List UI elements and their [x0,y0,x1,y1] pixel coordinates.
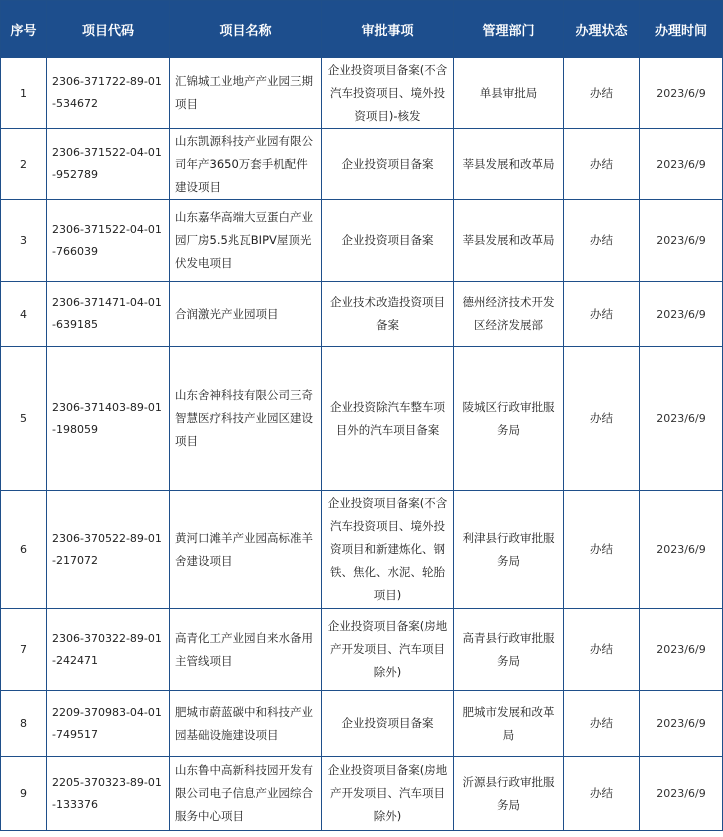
cell-dept: 德州经济技术开发区经济发展部 [454,282,564,347]
cell-name: 合润激光产业园项目 [170,282,322,347]
cell-time: 2023/6/9 [640,491,723,609]
cell-status: 办结 [564,491,640,609]
cell-code: 2306-371522-04-01-952789 [47,129,170,200]
table-row [1,282,723,347]
cell-code: 2209-370983-04-01-749517 [47,691,170,757]
cell-seq: 7 [1,609,47,691]
header-matter: 审批事项 [322,1,454,58]
table-row [1,200,723,282]
cell-dept: 莘县发展和改革局 [454,129,564,200]
cell-dept: 沂源县行政审批服务局 [454,757,564,831]
cell-name: 山东凯源科技产业园有限公司年产3650万套手机配件建设项目 [170,129,322,200]
cell-seq: 4 [1,282,47,347]
cell-code: 2306-371471-04-01-639185 [47,282,170,347]
table-body [1,58,723,831]
cell-matter: 企业投资项目备案 [322,200,454,282]
cell-matter: 企业技术改造投资项目备案 [322,282,454,347]
cell-time: 2023/6/9 [640,757,723,831]
cell-code: 2306-370522-89-01-217072 [47,491,170,609]
cell-status: 办结 [564,691,640,757]
cell-matter: 企业投资项目备案 [322,691,454,757]
cell-dept: 莘县发展和改革局 [454,200,564,282]
cell-time: 2023/6/9 [640,282,723,347]
cell-seq: 8 [1,691,47,757]
cell-time: 2023/6/9 [640,691,723,757]
cell-dept: 陵城区行政审批服务局 [454,347,564,491]
cell-seq: 3 [1,200,47,282]
cell-matter: 企业投资项目备案 [322,129,454,200]
cell-matter: 企业投资项目备案(不含汽车投资项目、境外投资项目)-核发 [322,58,454,129]
cell-name: 汇锦城工业地产产业园三期项目 [170,58,322,129]
table-row [1,609,723,691]
cell-status: 办结 [564,129,640,200]
header-seq: 序号 [1,1,47,58]
cell-code: 2205-370323-89-01-133376 [47,757,170,831]
header-status: 办理状态 [564,1,640,58]
cell-status: 办结 [564,757,640,831]
header-name: 项目名称 [170,1,322,58]
cell-dept: 单县审批局 [454,58,564,129]
cell-seq: 9 [1,757,47,831]
cell-name: 黄河口滩羊产业园高标准羊舍建设项目 [170,491,322,609]
table-row [1,691,723,757]
cell-name: 肥城市蔚蓝碳中和科技产业园基础设施建设项目 [170,691,322,757]
cell-name: 高青化工产业园自来水备用主管线项目 [170,609,322,691]
table-row [1,757,723,831]
cell-dept: 高青县行政审批服务局 [454,609,564,691]
cell-time: 2023/6/9 [640,58,723,129]
table-header [1,1,723,58]
cell-seq: 5 [1,347,47,491]
cell-name: 山东鲁中高新科技园开发有限公司电子信息产业园综合服务中心项目 [170,757,322,831]
cell-time: 2023/6/9 [640,347,723,491]
cell-time: 2023/6/9 [640,200,723,282]
cell-seq: 6 [1,491,47,609]
table-row [1,58,723,129]
cell-matter: 企业投资项目备案(房地产开发项目、汽车项目除外) [322,757,454,831]
cell-time: 2023/6/9 [640,609,723,691]
cell-matter: 企业投资项目备案(房地产开发项目、汽车项目除外) [322,609,454,691]
header-dept: 管理部门 [454,1,564,58]
table-row [1,129,723,200]
cell-matter: 企业投资除汽车整车项目外的汽车项目备案 [322,347,454,491]
cell-matter: 企业投资项目备案(不含汽车投资项目、境外投资项目和新建炼化、钢铁、焦化、水泥、轮胎项目) [322,491,454,609]
cell-seq: 2 [1,129,47,200]
header-time: 办理时间 [640,1,723,58]
cell-status: 办结 [564,200,640,282]
cell-status: 办结 [564,609,640,691]
table-row [1,491,723,609]
cell-status: 办结 [564,347,640,491]
cell-code: 2306-370322-89-01-242471 [47,609,170,691]
cell-time: 2023/6/9 [640,129,723,200]
cell-code: 2306-371722-89-01-534672 [47,58,170,129]
cell-status: 办结 [564,282,640,347]
cell-status: 办结 [564,58,640,129]
cell-name: 山东嘉华高端大豆蛋白产业园厂房5.5兆瓦BIPV屋顶光伏发电项目 [170,200,322,282]
cell-dept: 肥城市发展和改革局 [454,691,564,757]
cell-dept: 利津县行政审批服务局 [454,491,564,609]
header-code: 项目代码 [47,1,170,58]
cell-name: 山东舍神科技有限公司三奇智慧医疗科技产业园区建设项目 [170,347,322,491]
header-row [1,1,723,58]
cell-seq: 1 [1,58,47,129]
table-row [1,347,723,491]
cell-code: 2306-371522-04-01-766039 [47,200,170,282]
cell-code: 2306-371403-89-01-198059 [47,347,170,491]
